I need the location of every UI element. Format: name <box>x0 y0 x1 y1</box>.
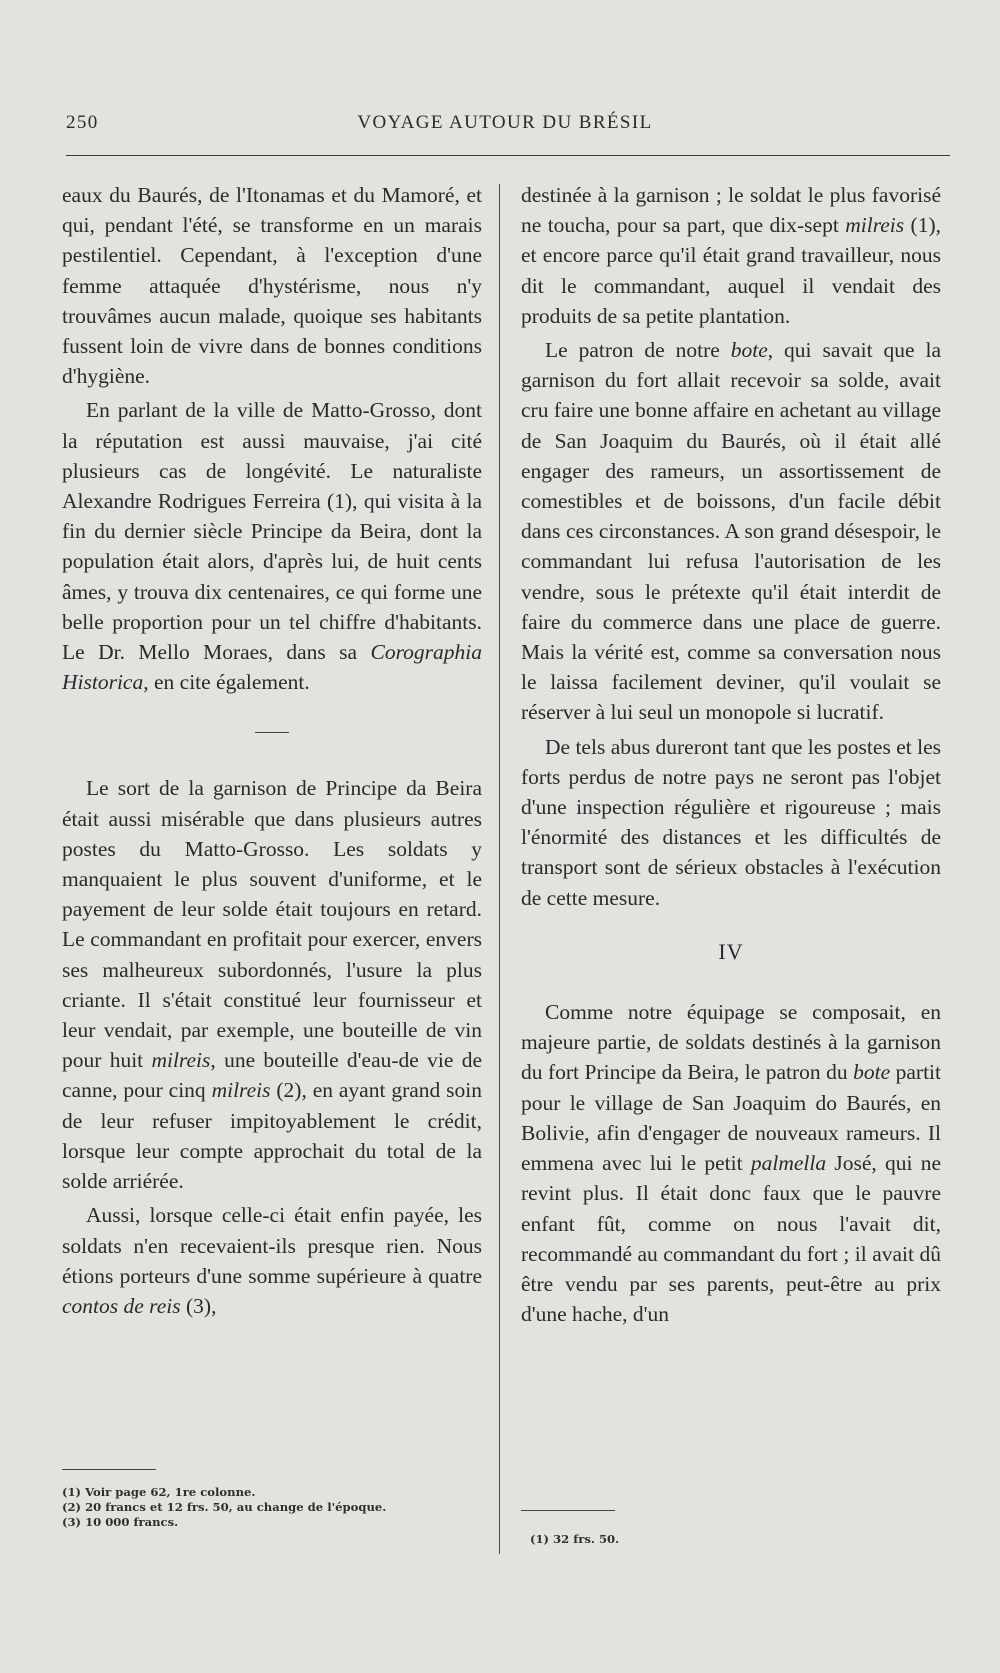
section-numeral: IV <box>718 938 744 964</box>
footnote-rule <box>62 1469 156 1470</box>
paragraph: eaux du Baurés, de l'Itonamas et du Mamoré, et qui, pendant l'été, se transforme en un marais pestilentiel. Cependant, à l'exception d'une femme attaquée d'hystérisme, nous n'y trouvâmes aucun malade, quoique ses habitants fussent loin de vivre dans de bonnes conditions d'hygiène. <box>62 183 482 389</box>
italic-term: milreis <box>211 1078 271 1103</box>
paragraph: Le patron de notre bote, qui savait que la garnison du fort allait recevoir sa solde, avait cru faire une bonne affaire en achetant au village de San Joaquim du Baurés, où il était allé engager des rameurs, un assortissement de comestibles et de boissons, d'un facile débit dans ces circonstances. A son grand désespoir, le commandant lui refusa l'autorisation de les vendre, sous le prétexte qu'il était interdit de faire du commerce dans une place de guerre. Mais la vérité est, comme sa conversation nous le laissa facilement deviner, qu'il voulait se réserver à lui seul un monopole si lucratif. <box>521 338 941 725</box>
italic-term: milreis <box>151 1048 211 1073</box>
paragraph: destinée à la garnison ; le soldat le plus favorisé ne toucha, pour sa part, que dix-sept milreis (1), et encore parce qu'il était grand travailleur, nous dit le commandant, auquel il vendait des produits de sa petite plantation. <box>521 183 942 328</box>
footnote: (3) 10 000 francs. <box>62 1515 179 1529</box>
footnote-rule <box>521 1510 615 1511</box>
italic-term: milreis <box>845 213 905 238</box>
footnote: (2) 20 francs et 12 frs. 50, au change de l'époque. <box>62 1500 387 1514</box>
right-column <box>521 180 941 1333</box>
paragraph: Aussi, lorsque celle-ci était enfin payée, les soldats n'en recevaient-ils presque rien. Nous étions porteurs d'une somme supérieure à quatre contos de reis (3), <box>62 1203 482 1318</box>
running-title: VOYAGE AUTOUR DU BRÉSIL <box>357 112 653 133</box>
column-divider <box>499 184 500 1554</box>
italic-term: palmella <box>750 1151 827 1176</box>
paragraph: Le sort de la garnison de Principe da Beira était aussi misérable que dans plusieurs autres postes du Matto-Grosso. Les soldats y manquaient le plus souvent d'uniforme, et le payement de leur solde était toujours en retard. Le commandant en profitait pour exercer, envers ses malheureux subordonnés, l'usure la plus criante. Il s'était constitué leur fournisseur et leur vendait, par exemple, une bouteille de vin pour huit milreis, une bouteille d'eau-de vie de canne, pour cinq milreis (2), en ayant grand soin de leur refuser impitoyablement le crédit, lorsque leur compte approchait du total de la solde arriérée. <box>62 776 482 1194</box>
left-column <box>62 180 482 1325</box>
italic-term: contos de reis <box>62 1293 181 1318</box>
page-header <box>66 112 944 144</box>
italic-term: bote <box>730 338 768 363</box>
paragraph: Comme notre équipage se composait, en majeure partie, de soldats destinés à la garnison du fort Principe da Beira, le patron du bote partit pour le village de San Joaquim do Baurés, en Bolivie, afin d'engager de nouveaux rameurs. Il emmena avec lui le petit palmella José, qui ne revint plus. Il était donc faux que le pauvre enfant fût, comme on nous l'avait dit, recommandé au commandant du fort ; il avait dû être vendu par ses parents, peut-être au prix d'une hache, d'un <box>521 1000 941 1327</box>
paragraph: En parlant de la ville de Matto-Grosso, dont la réputation est aussi mauvaise, j'ai cité plusieurs cas de longévité. Le naturaliste Alexandre Rodrigues Ferreira (1), qui visita à la fin du dernier siècle Principe da Beira, dont la population était alors, d'après lui, de huit cents âmes, y trouva dix centenaires, ce qui forme une belle proportion pour un tel chiffre d'habitants. Le Dr. Mello Moraes, dans sa Corographia Historica, en cite également. <box>62 398 482 695</box>
left-footnotes <box>62 1485 386 1530</box>
page-number: 250 <box>66 112 99 133</box>
section-separator <box>62 715 482 735</box>
footnote: (1) Voir page 62, 1re colonne. <box>62 1485 256 1499</box>
header-rule <box>66 155 950 156</box>
footnote: (1) 32 frs. 50. <box>530 1532 620 1546</box>
italic-title: Corographia Historica <box>62 640 482 695</box>
right-footnotes <box>530 1532 619 1547</box>
paragraph: De tels abus dureront tant que les postes et les forts perdus de notre pays ne seront pas l'objet d'une inspection régulière et rigoureuse ; mais l'énormité des distances et les difficultés de transport sont de sérieux obstacles à l'exécution de cette mesure. <box>521 734 941 910</box>
italic-term: bote <box>853 1060 891 1085</box>
